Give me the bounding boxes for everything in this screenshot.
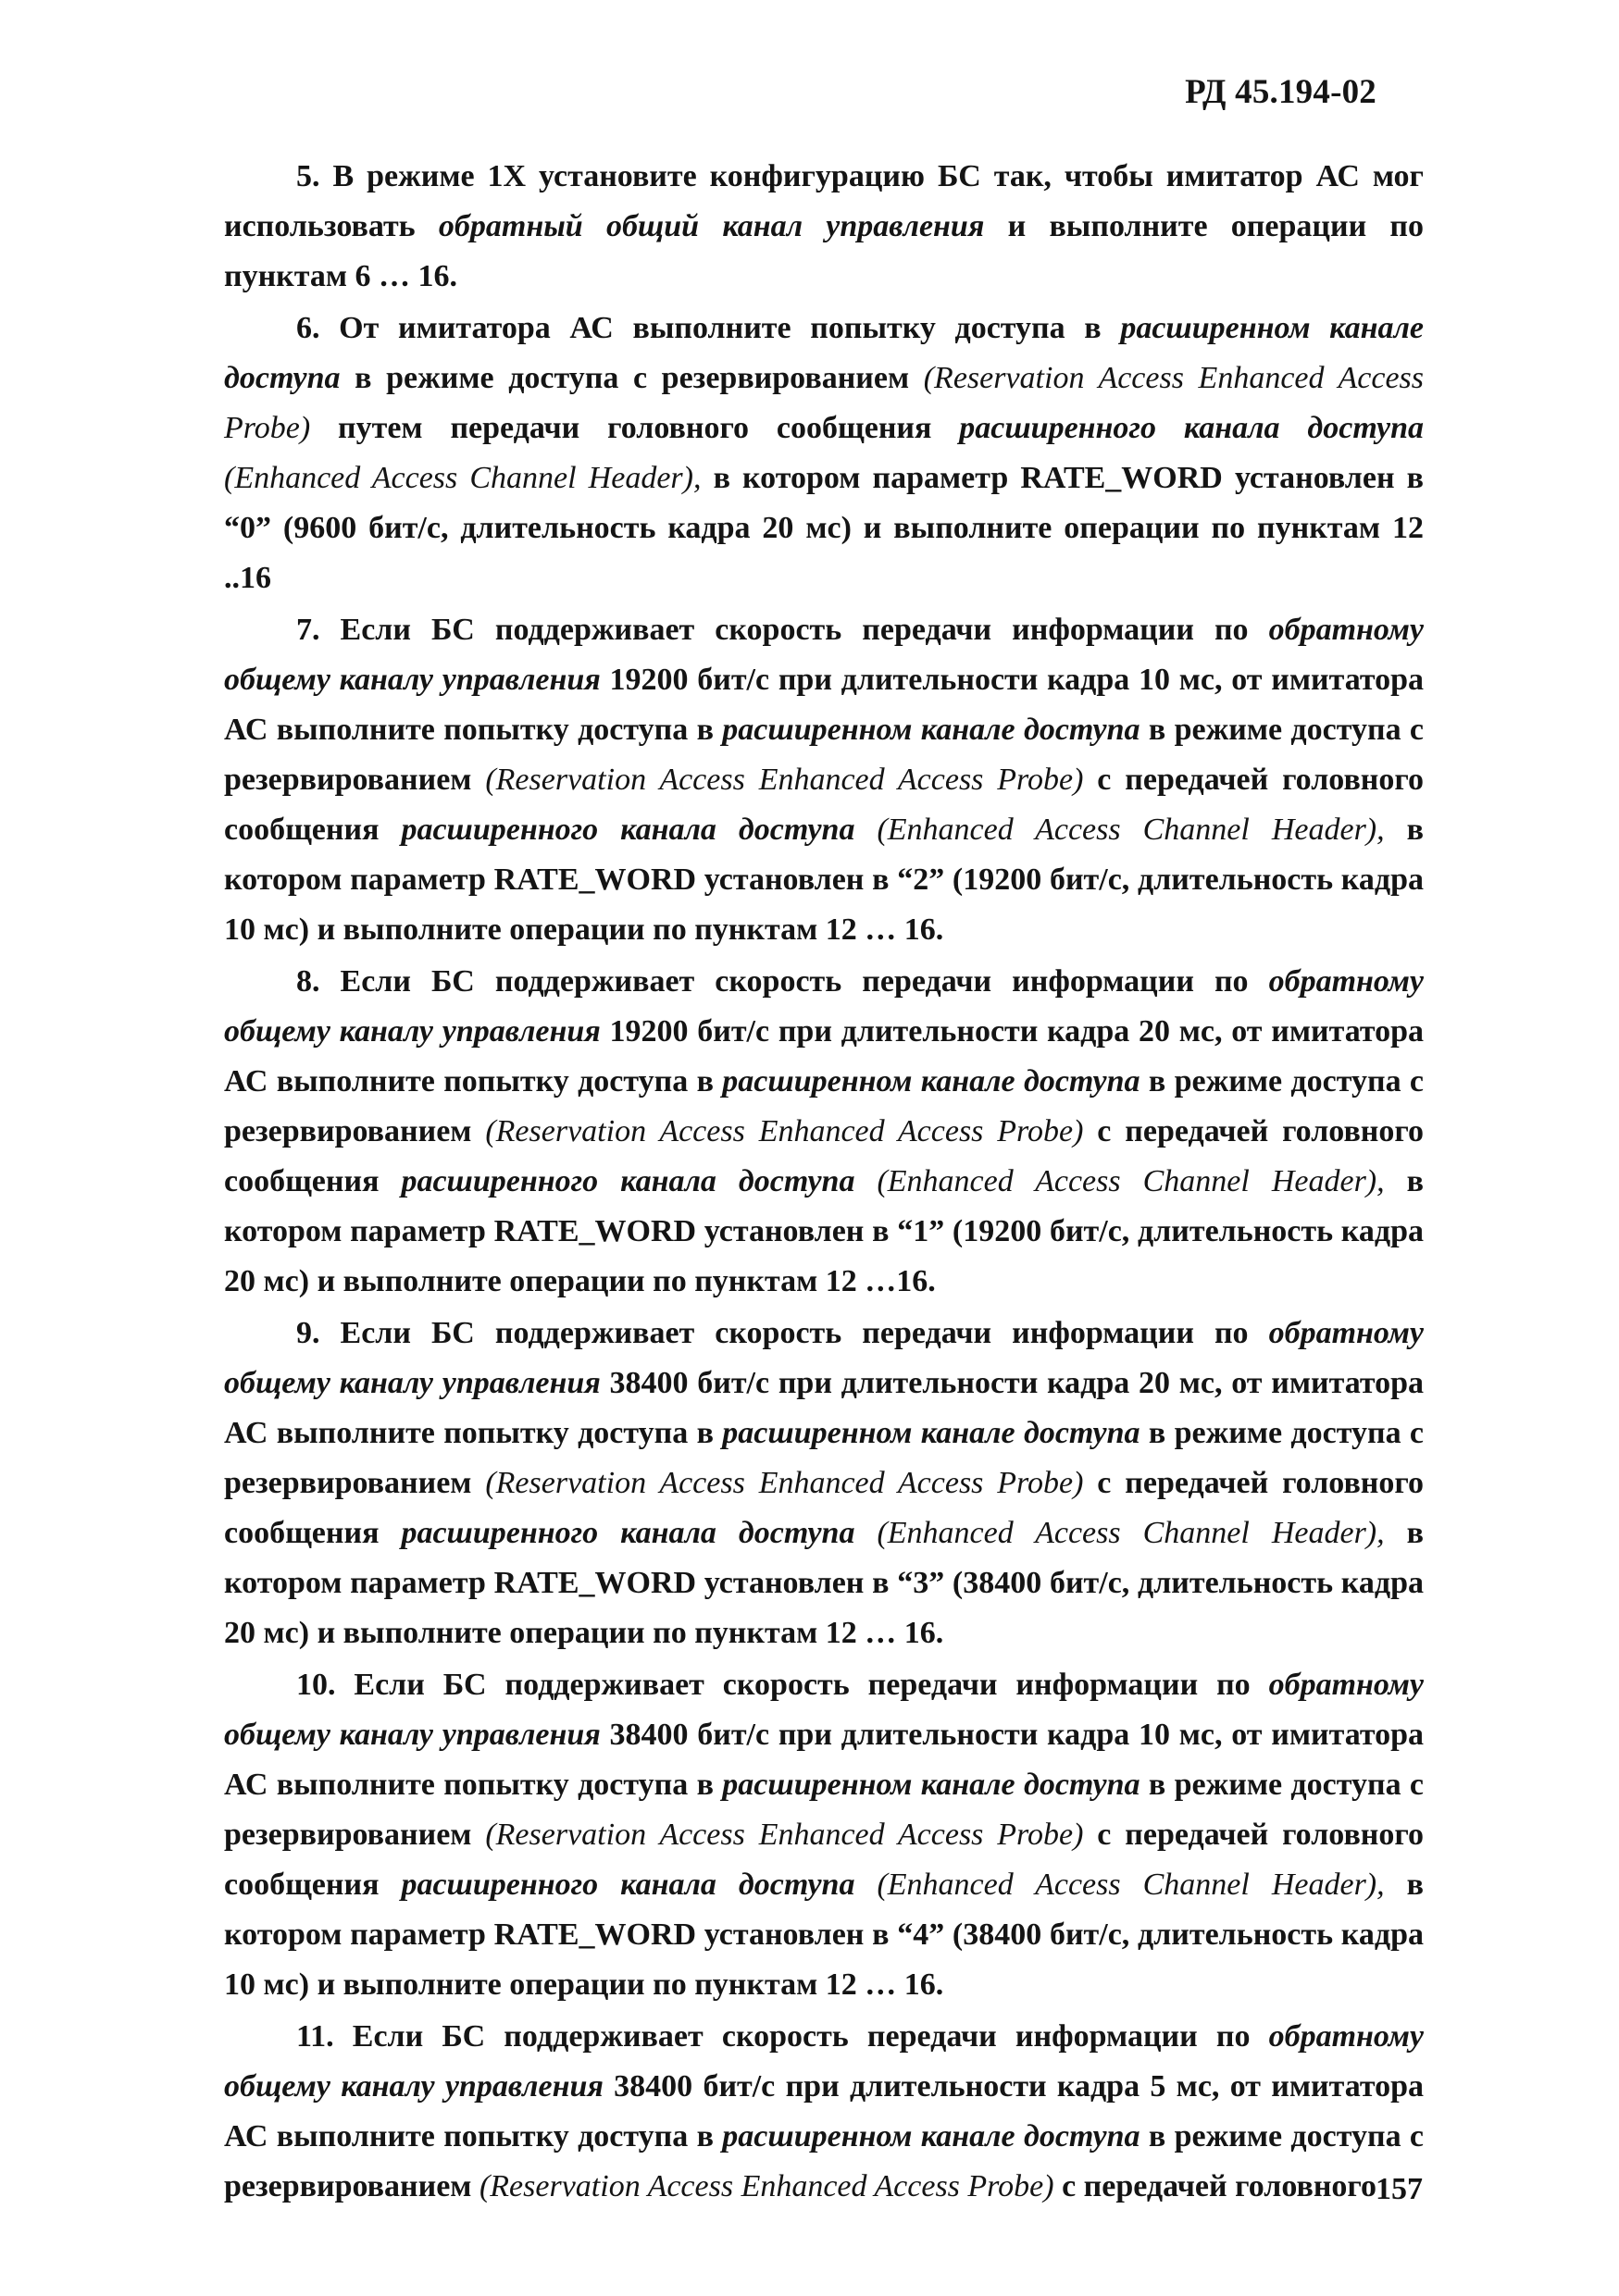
text: 19200 бит/с при длительности кадра 20 мс, от имитатора АС выполните попытку доступа в bbox=[224, 1014, 1424, 1098]
text: с передачей головного bbox=[1053, 2169, 1377, 2203]
text: 38400 бит/с при длительности кадра 20 мс, от имитатора АС выполните попытку доступа в bbox=[224, 1366, 1424, 1450]
page-number: 157 bbox=[1376, 2172, 1423, 2206]
english-term: (Reservation Access Enhanced Access Probe) bbox=[485, 1466, 1084, 1500]
text bbox=[854, 813, 877, 847]
text: 9. Если БС поддерживает скорость передачи информации по bbox=[296, 1316, 1269, 1350]
text: с передачей головного сообщения bbox=[224, 1466, 1424, 1550]
text: в котором параметр RATE_WORD установлен в “1” (19200 бит/с, длительность кадра 20 мс) и выполните операции по пунктам 12 …16. bbox=[224, 1164, 1424, 1298]
text bbox=[854, 1868, 877, 1902]
text: 38400 бит/с при длительности кадра 10 мс, от имитатора АС выполните попытку доступа в bbox=[224, 1718, 1424, 1802]
document-code: РД 45.194-02 bbox=[1185, 73, 1376, 111]
text: в котором параметр RATE_WORD установлен в “2” (19200 бит/с, длительность кадра 10 мс) и выполните операции по пунктам 12 … 16. bbox=[224, 813, 1424, 947]
text: путем передачи головного сообщения bbox=[310, 411, 960, 445]
paragraph-11 bbox=[224, 2012, 1424, 2212]
paragraph-8 bbox=[224, 957, 1424, 1307]
term: обратному общему каналу управления bbox=[224, 964, 1424, 1049]
text: 38400 бит/с при длительности кадра 5 мс, от имитатора АС выполните попытку доступа в bbox=[224, 2069, 1424, 2153]
english-term: (Enhanced Access Channel Header), bbox=[877, 1868, 1385, 1902]
english-term: (Enhanced Access Channel Header), bbox=[224, 461, 702, 495]
paragraph-7 bbox=[224, 605, 1424, 955]
text: в режиме доступа с резервированием bbox=[224, 1768, 1425, 1852]
term: расширенном канале доступа bbox=[722, 1768, 1140, 1802]
english-term: (Reservation Access Enhanced Access Probe) bbox=[485, 1114, 1084, 1148]
text: в котором параметр RATE_WORD установлен в “0” (9600 бит/с, длительность кадра 20 мс) и выполните операции по пунктам 12 ..16 bbox=[224, 461, 1424, 595]
term: расширенном канале доступа bbox=[722, 713, 1140, 747]
paragraph-9 bbox=[224, 1309, 1424, 1658]
english-term: (Reservation Access Enhanced Access Probe) bbox=[224, 361, 1424, 445]
text: в режиме доступа с резервированием bbox=[224, 2119, 1425, 2203]
text: 10. Если БС поддерживает скорость передачи информации по bbox=[296, 1668, 1269, 1702]
text bbox=[854, 1516, 877, 1550]
text: с передачей головного сообщения bbox=[224, 1114, 1424, 1198]
text: в котором параметр RATE_WORD установлен в “4” (38400 бит/с, длительность кадра 10 мс) и выполните операции по пунктам 12 … 16. bbox=[224, 1868, 1424, 2002]
english-term: (Reservation Access Enhanced Access Probe) bbox=[485, 1818, 1084, 1852]
term: обратному общему каналу управления bbox=[224, 1316, 1424, 1400]
text: с передачей головного сообщения bbox=[224, 1818, 1424, 1902]
text: 19200 бит/с при длительности кадра 10 мс, от имитатора АС выполните попытку доступа в bbox=[224, 663, 1424, 747]
term: расширенном канале доступа bbox=[722, 1064, 1140, 1098]
text: в режиме доступа с резервированием bbox=[224, 713, 1425, 797]
english-term: (Reservation Access Enhanced Access Probe) bbox=[479, 2169, 1054, 2203]
paragraph-6 bbox=[224, 304, 1424, 603]
term: расширенном канале доступа bbox=[224, 311, 1424, 395]
text: в режиме доступа с резервированием bbox=[224, 1064, 1425, 1148]
text: и выполните операции по пунктам 6 … 16. bbox=[224, 209, 1425, 293]
text: в режиме доступа с резервированием bbox=[224, 1416, 1425, 1500]
text: 7. Если БС поддерживает скорость передачи информации по bbox=[296, 613, 1269, 647]
english-term: (Enhanced Access Channel Header), bbox=[877, 813, 1385, 847]
paragraph-10 bbox=[224, 1660, 1424, 2010]
text: 5. В режиме 1X установите конфигурацию БС так, чтобы имитатор АС мог использовать bbox=[224, 159, 1424, 243]
term: расширенном канале доступа bbox=[722, 2119, 1140, 2153]
paragraph-5 bbox=[224, 152, 1424, 302]
term: расширенного канала доступа bbox=[401, 1868, 855, 1902]
document-body bbox=[224, 152, 1424, 2212]
term: расширенном канале доступа bbox=[722, 1416, 1140, 1450]
term: расширенного канала доступа bbox=[959, 411, 1424, 445]
term: обратному общему каналу управления bbox=[224, 613, 1424, 697]
term: расширенного канала доступа bbox=[401, 813, 855, 847]
text: с передачей головного сообщения bbox=[224, 763, 1424, 847]
english-term: (Reservation Access Enhanced Access Probe) bbox=[485, 763, 1084, 797]
term: расширенного канала доступа bbox=[401, 1516, 855, 1550]
term: обратный общий канал управления bbox=[438, 209, 985, 243]
text: 8. Если БС поддерживает скорость передачи информации по bbox=[296, 964, 1269, 999]
english-term: (Enhanced Access Channel Header), bbox=[877, 1516, 1385, 1550]
text bbox=[854, 1164, 877, 1198]
text: 6. От имитатора АС выполните попытку доступа в bbox=[296, 311, 1121, 345]
term: обратному общему каналу управления bbox=[224, 1668, 1424, 1752]
term: обратному общему каналу управления bbox=[224, 2019, 1424, 2104]
text: в режиме доступа с резервированием bbox=[340, 361, 924, 395]
text: в котором параметр RATE_WORD установлен в “3” (38400 бит/с, длительность кадра 20 мс) и выполните операции по пунктам 12 … 16. bbox=[224, 1516, 1424, 1650]
text: 11. Если БС поддерживает скорость передачи информации по bbox=[296, 2019, 1269, 2054]
english-term: (Enhanced Access Channel Header), bbox=[877, 1164, 1385, 1198]
term: расширенного канала доступа bbox=[401, 1164, 855, 1198]
